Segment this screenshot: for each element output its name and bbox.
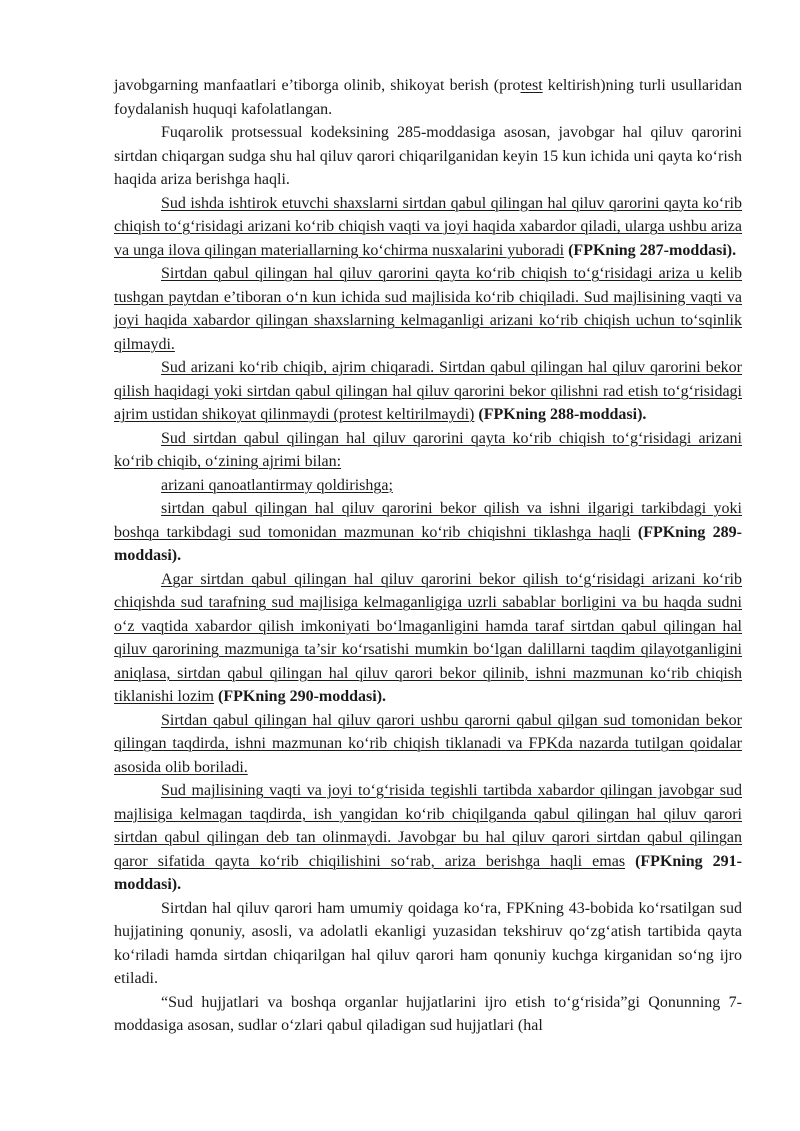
underlined-text: test (520, 77, 543, 94)
paragraph (114, 192, 742, 263)
paragraph (114, 356, 742, 427)
body-text: keltirish)ning turli usullaridan foydalanish huquqi kafolatlangan. (114, 77, 743, 118)
underlined-text: Sud majlisining vaqti va joyi to‘g‘risida tegishli tartibda xabardor qilingan javobgar sud majlisiga kelmagan taqdirda, ish yangidan ko‘rib chiqilganda qabul qilingan hal qiluv qarori sirtdan qabul qilingan deb tan olinmaydi. Javobgar bu hal qiluv qarori sirtdan qabul qilingan qaror sifatida qayta ko‘rib chiqilishini so‘rab, ariza berishga haqli emas (114, 782, 742, 870)
underlined-text: Sud arizani ko‘rib chiqib, ajrim chiqaradi. Sirtdan qabul qilingan hal qiluv qarorini bekor qilish haqidagi yoki sirtdan qabul qilingan hal qiluv qarorini bekor qilishni rad etish to‘g‘risidagi ajrim ustidan shikoyat qilinmaydi (protest keltirilmaydi) (114, 359, 742, 423)
paragraph (114, 121, 742, 192)
underlined-text: Sirtdan qabul qilingan hal qiluv qarori ushbu qarorni qabul qilgan sud tomonidan bekor qilingan taqdirda, ishni mazmunan ko‘rib chiqish tiklanadi va FPKda nazarda tutilgan qoidalar asosida olib boriladi. (114, 711, 742, 776)
paragraph (114, 427, 742, 474)
paragraph (114, 991, 742, 1038)
paragraph (114, 568, 742, 709)
article-reference: (FPKning 290-moddasi). (214, 688, 387, 705)
paragraph (114, 474, 742, 498)
paragraph (114, 497, 742, 568)
underlined-text: Agar sirtdan qabul qilingan hal qiluv qarorini bekor qilish to‘g‘risidagi arizani ko‘rib chiqishda sud tarafning sud majlisiga kelmaganligiga uzrli sabablar borligini va bu haqda sudni o‘z vaqtida xabardor qilish imkoniyati bo‘lmaganligini hamda taraf sirtdan qabul qilingan hal qiluv qarorining mazmuniga ta’sir ko‘rsatishi mumkin bo‘lgan dalillarni taqdim qilayotganligini aniqlasa, sirtdan qabul qilingan hal qiluv qarori bekor qilinib, ishni mazmunan ko‘rib chiqish tiklanishi lozim (114, 570, 742, 705)
underlined-text: Sud ishda ishtirok etuvchi shaxslarni sirtdan qabul qilingan hal qiluv qarorini qayta ko‘rib chiqish to‘g‘risidagi arizani ko‘rib chiqish vaqti va joyi haqida xabardor qiladi, ularga ushbu ariza va unga ilova qilingan materiallarning ko‘chirma nusxalarini yuboradi (114, 194, 742, 259)
underlined-text: Sud sirtdan qabul qilingan hal qiluv qarorini qayta ko‘rib chiqish to‘g‘risidagi arizani ko‘rib chiqib, o‘zining ajrimi bilan: (114, 429, 742, 470)
article-reference: (FPKning 288-moddasi). (474, 406, 647, 423)
paragraph (114, 897, 742, 991)
article-reference: (FPKning 287-moddasi). (564, 241, 737, 259)
paragraph (114, 709, 742, 780)
paragraph (114, 779, 742, 897)
article-reference: (FPKning 289-moddasi). (114, 523, 743, 564)
underlined-text: sirtdan qabul qilingan hal qiluv qarorini bekor qilish va ishni ilgarigi tarkibdagi yoki boshqa tarkibdagi sud tomonidan mazmunan ko‘rib chiqishni tiklashga haqli (114, 500, 742, 541)
body-text: “Sud hujjatlari va boshqa organlar hujjatlarini ijro etish to‘g‘risida”gi Qonunning 7-moddasiga asosan, sudlar o‘zlari qabul qiladigan sud hujjatlari (hal (114, 993, 742, 1034)
body-text: javobgarning manfaatlari e’tiborga olinib, shikoyat berish (pro (114, 77, 521, 94)
document-page (114, 74, 742, 1038)
body-text: Fuqarolik protsessual kodeksining 285-moddasiga asosan, javobgar hal qiluv qarorini sirtdan chiqargan sudga shu hal qiluv qarori chiqarilganidan keyin 15 kun ichida uni qayta ko‘rish haqida ariza berishga haqli. (114, 124, 742, 188)
underlined-text: Sirtdan qabul qilingan hal qiluv qarorini qayta ko‘rib chiqish to‘g‘risidagi ariza u kelib tushgan paytdan e’tiboran o‘n kun ichida sud majlisida ko‘rib chiqiladi. Sud majlisining vaqti va joyi haqida xabardor qilingan shaxslarning kelmaganligi arizani ko‘rib chiqish uchun to‘sqinlik qilmaydi. (114, 265, 742, 353)
article-reference: (FPKning 291-moddasi). (114, 852, 743, 893)
underlined-text: arizani qanoatlantirmay qoldirishga; (161, 476, 393, 494)
paragraph (114, 262, 742, 356)
body-text: Sirtdan hal qiluv qarori ham umumiy qoidaga ko‘ra, FPKning 43-bobida ko‘rsatilgan sud hujjatining qonuniy, asosli, va adolatli ekanligi yuzasidan tekshiruv qo‘zg‘atish tartibida qayta ko‘riladi hamda sirtdan chiqarilgan hal qiluv qarori ham qonuniy kuchga kirganidan so‘ng ijro etiladi. (114, 899, 742, 987)
paragraph (114, 74, 742, 121)
